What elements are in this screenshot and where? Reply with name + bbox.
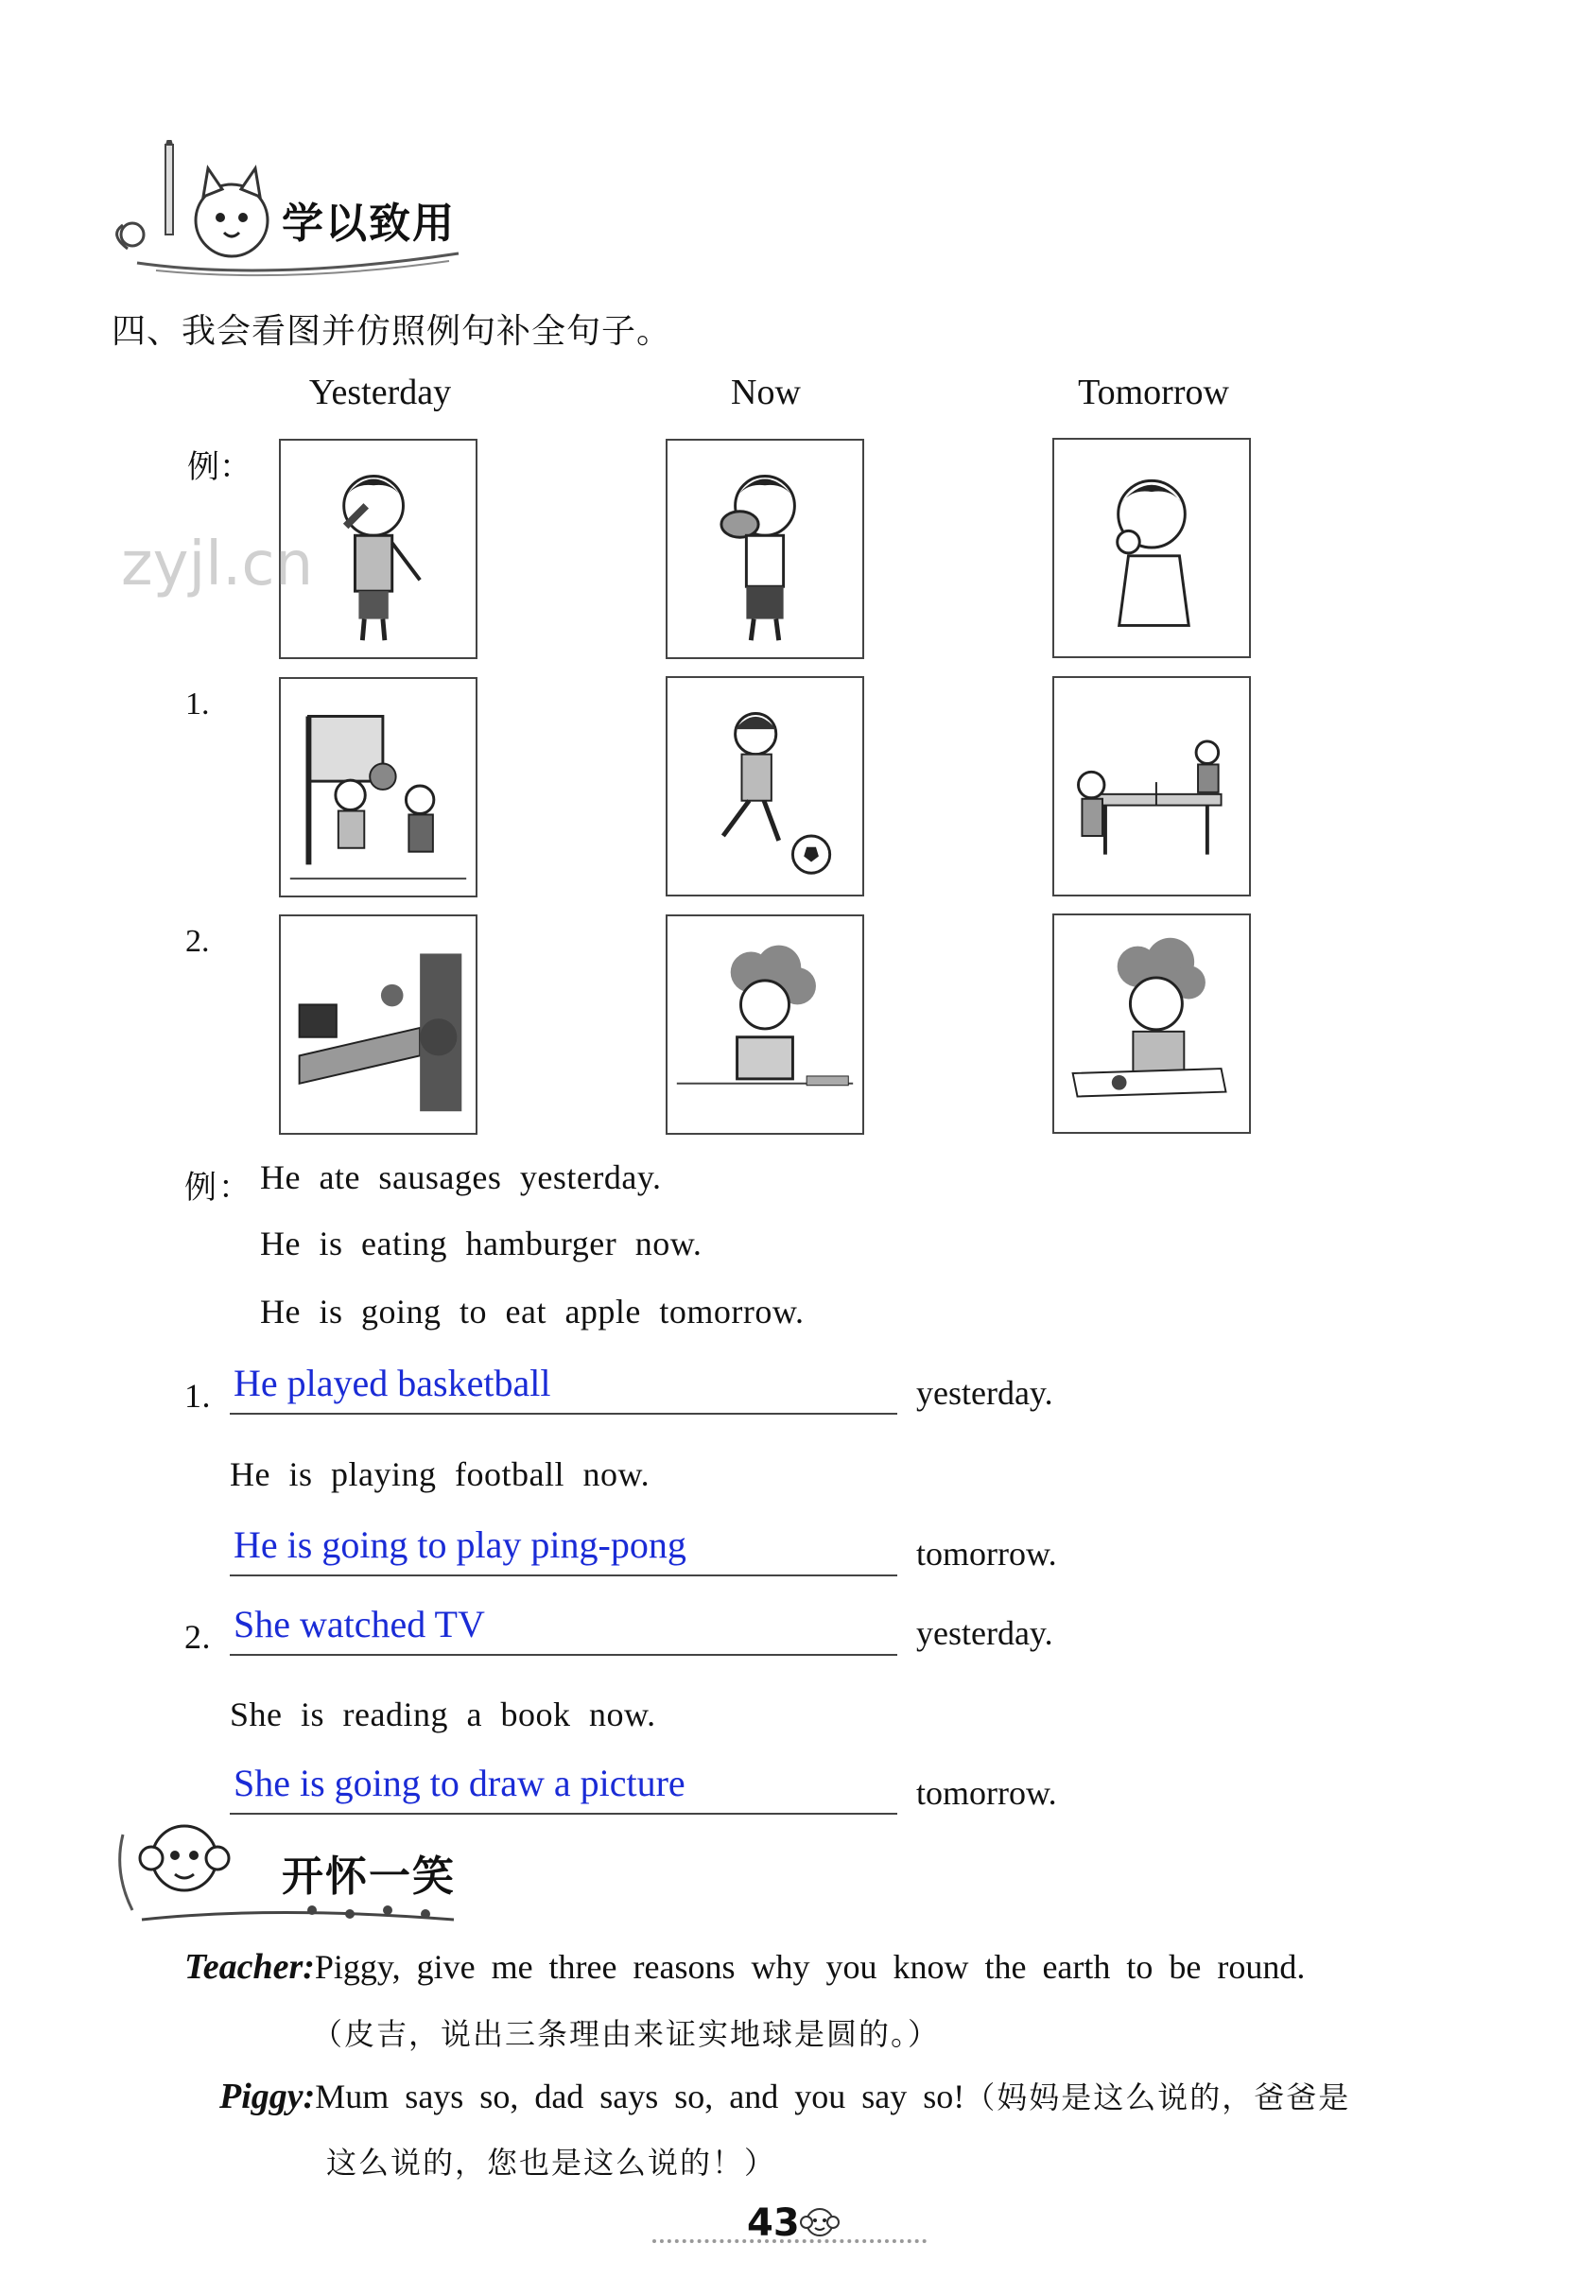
column-header-yesterday: Yesterday [308,373,452,412]
row-label-2: 2. [185,924,210,959]
item2-answer1-text: She watched TV [234,1603,485,1645]
item1-after2: tomorrow. [916,1535,1057,1573]
picture-ping-pong [1052,676,1251,896]
picture-boy-eating-apple [1052,438,1251,658]
example-line-3: He is going to eat apple tomorrow. [260,1293,805,1331]
joke-piggy-chinese-2: 这么说的，您也是这么说的！） [326,2145,777,2181]
example-line-1: He ate sausages yesterday. [260,1158,662,1196]
watermark: zyjl.cn [121,530,314,600]
column-header-now: Now [731,373,801,412]
item1-answer1-text: He played basketball [234,1362,551,1404]
column-header-tomorrow: Tomorrow [1078,373,1229,412]
example-label: 例： [184,1169,252,1207]
item1-answer1-field[interactable] [230,1356,897,1415]
item2-given: She is reading a book now. [230,1696,656,1733]
page-number: 43 [747,2201,800,2245]
row-label-1: 1. [185,687,210,722]
section-title-joke: 开怀一笑 [282,1852,456,1901]
item2-after1: yesterday. [916,1614,1053,1652]
item2-after2: tomorrow. [916,1774,1057,1812]
item1-answer2-text: He is going to play ping-pong [234,1523,686,1566]
joke-teacher-line [184,1946,1305,1988]
item2-answer2-text: She is going to draw a picture [234,1762,685,1804]
item1-answer2-field[interactable] [230,1518,897,1576]
item2-answer1-field[interactable] [230,1597,897,1656]
picture-drawing [1052,913,1251,1134]
example-line-2: He is eating hamburger now. [260,1225,703,1262]
joke-teacher-chinese: （皮吉，说出三条理由来证实地球是圆的。） [312,2016,941,2052]
piggy-chinese-1: （妈妈是这么说的，爸爸是 [964,2079,1351,2115]
section-title-apply: 学以致用 [282,200,456,248]
item1-number: 1. [184,1377,211,1415]
picture-football [666,676,864,896]
teacher-text: Piggy, give me three reasons why you know the earth to be round. [314,1948,1306,1986]
item2-number: 2. [184,1618,211,1656]
piggy-label: Piggy: [219,2077,316,2116]
row-label-example: 例： [187,450,252,485]
item2-answer2-field[interactable] [230,1756,897,1815]
picture-reading-book [666,914,864,1135]
picture-watching-tv [279,914,477,1135]
monkey-icon [796,2200,843,2247]
teacher-label: Teacher: [184,1947,315,1987]
picture-boy-eating-hamburger [666,439,864,659]
item1-given: He is playing football now. [230,1455,651,1493]
question-title: 四、我会看图并仿照例句补全句子。 [112,312,672,351]
item1-after1: yesterday. [916,1374,1053,1412]
piggy-text: Mum says so, dad says so, and you say so! [315,2078,965,2115]
picture-basketball [279,677,477,897]
joke-piggy-line [219,2074,1350,2117]
